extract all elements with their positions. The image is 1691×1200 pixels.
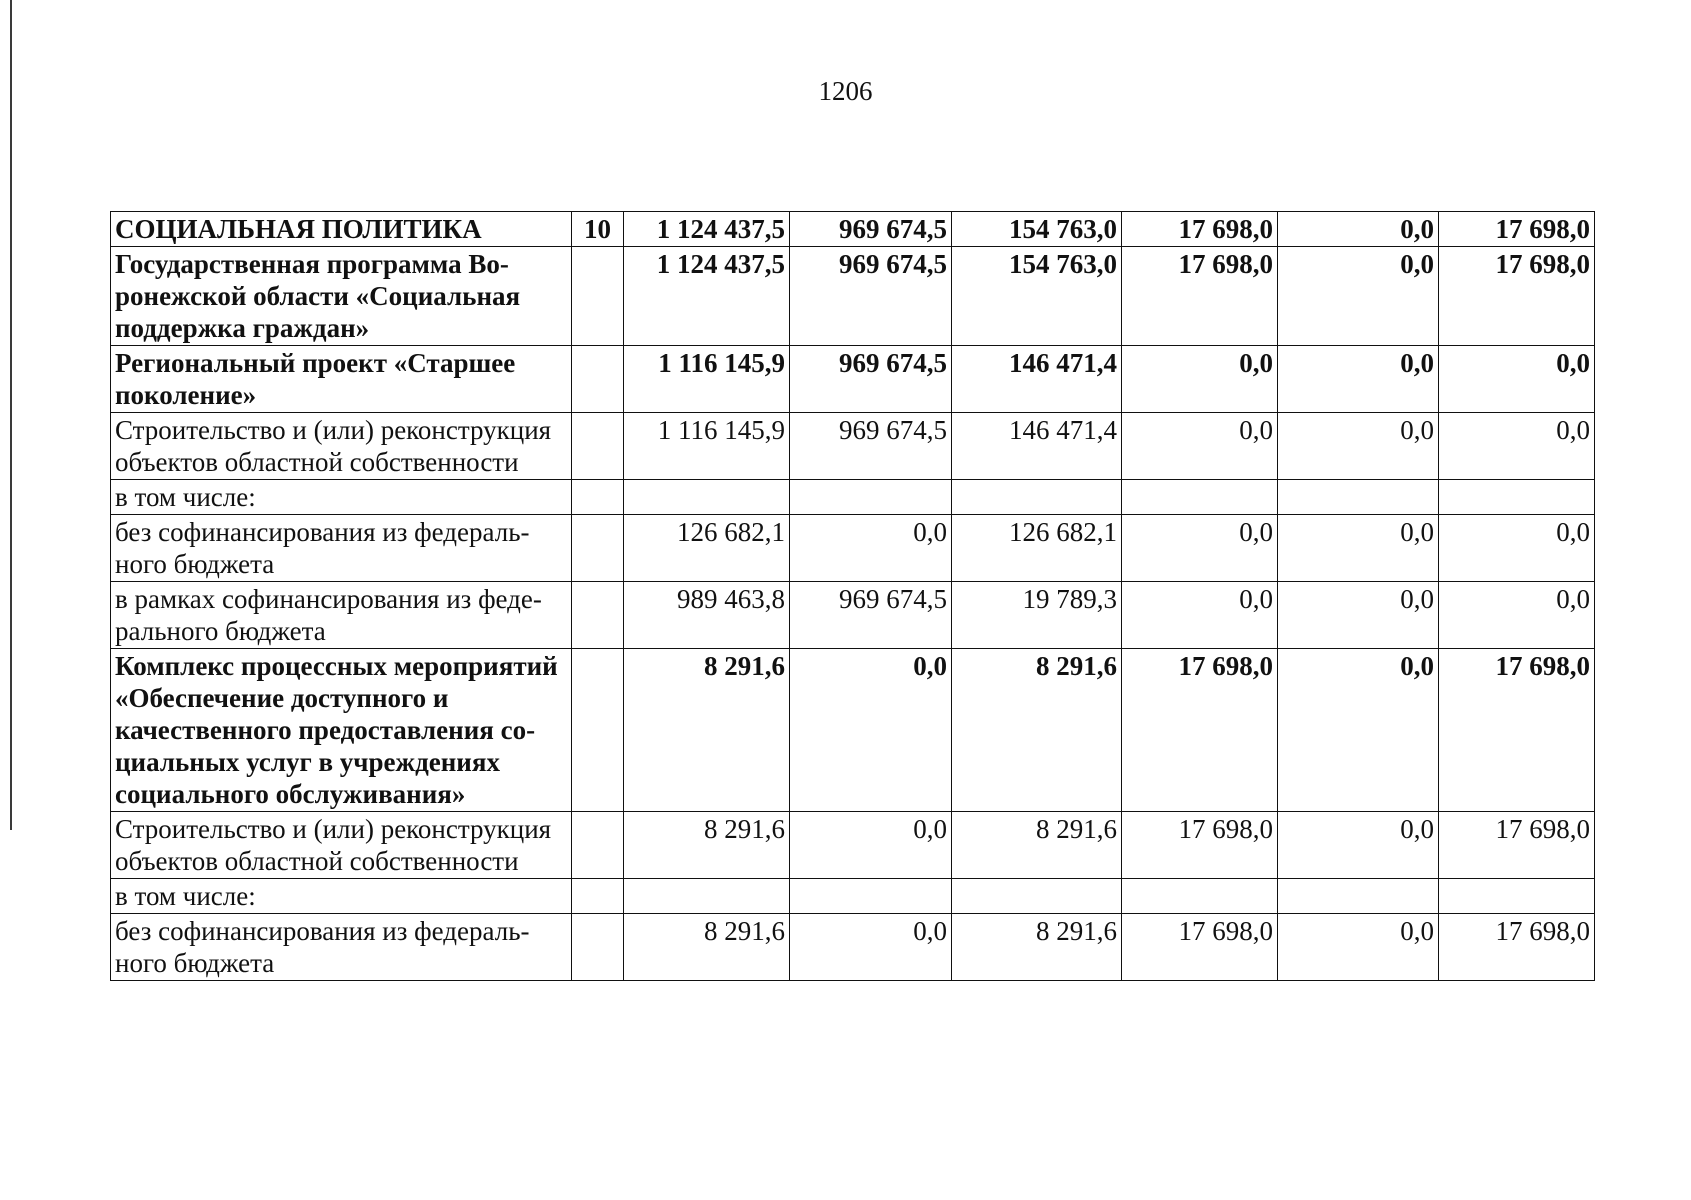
row-value-5-cell: 0,0 (1278, 582, 1439, 649)
row-value-5-cell (1278, 879, 1439, 914)
row-value-4-cell (1122, 480, 1278, 515)
row-name-cell: Строительство и (или) реконструкция объектов областной собственности (111, 812, 572, 879)
row-value-5-cell: 0,0 (1278, 413, 1439, 480)
row-value-1-cell: 989 463,8 (624, 582, 790, 649)
row-value-4-cell: 17 698,0 (1122, 212, 1278, 247)
row-value-2-cell: 969 674,5 (790, 346, 952, 413)
row-code-cell (572, 247, 624, 346)
table-row (111, 515, 1595, 582)
row-code-cell (572, 480, 624, 515)
row-value-5-cell: 0,0 (1278, 212, 1439, 247)
row-name-cell: Региональный проект «Старшее поколение» (111, 346, 572, 413)
row-value-3-cell: 8 291,6 (952, 649, 1122, 812)
row-value-1-cell: 8 291,6 (624, 914, 790, 981)
row-value-3-cell (952, 879, 1122, 914)
row-value-3-cell: 19 789,3 (952, 582, 1122, 649)
row-value-6-cell: 17 698,0 (1439, 914, 1595, 981)
row-code-cell: 10 (572, 212, 624, 247)
row-value-4-cell (1122, 879, 1278, 914)
row-name-cell: в том числе: (111, 480, 572, 515)
row-value-1-cell: 1 116 145,9 (624, 346, 790, 413)
row-name-cell: без софинансирования из федерального бюджета (111, 515, 572, 582)
row-value-3-cell (952, 480, 1122, 515)
row-value-5-cell: 0,0 (1278, 247, 1439, 346)
row-value-3-cell: 146 471,4 (952, 346, 1122, 413)
row-value-3-cell: 8 291,6 (952, 812, 1122, 879)
row-value-4-cell: 0,0 (1122, 582, 1278, 649)
row-value-6-cell (1439, 480, 1595, 515)
row-value-6-cell: 0,0 (1439, 346, 1595, 413)
page-number: 1206 (818, 76, 873, 106)
row-name-cell: Государственная программа Воронежской области «Социальная поддержка граждан» (111, 247, 572, 346)
row-name-cell: СОЦИАЛЬНАЯ ПОЛИТИКА (111, 212, 572, 247)
row-value-4-cell: 17 698,0 (1122, 649, 1278, 812)
row-value-4-cell: 0,0 (1122, 413, 1278, 480)
row-value-2-cell: 969 674,5 (790, 582, 952, 649)
row-value-4-cell: 17 698,0 (1122, 914, 1278, 981)
row-value-6-cell: 17 698,0 (1439, 649, 1595, 812)
table-row (111, 879, 1595, 914)
row-value-5-cell (1278, 480, 1439, 515)
table-row (111, 914, 1595, 981)
scan-left-edge-line (10, 0, 12, 830)
budget-table (110, 211, 1595, 981)
row-value-1-cell: 8 291,6 (624, 812, 790, 879)
table-row (111, 582, 1595, 649)
row-value-5-cell: 0,0 (1278, 649, 1439, 812)
row-value-1-cell: 1 124 437,5 (624, 247, 790, 346)
row-value-1-cell (624, 879, 790, 914)
row-value-6-cell: 0,0 (1439, 413, 1595, 480)
row-value-6-cell: 0,0 (1439, 582, 1595, 649)
row-value-3-cell: 154 763,0 (952, 247, 1122, 346)
row-value-2-cell: 0,0 (790, 812, 952, 879)
row-value-4-cell: 0,0 (1122, 346, 1278, 413)
row-value-4-cell: 0,0 (1122, 515, 1278, 582)
row-value-2-cell (790, 879, 952, 914)
row-code-cell (572, 346, 624, 413)
table-row (111, 812, 1595, 879)
row-value-1-cell: 126 682,1 (624, 515, 790, 582)
row-name-cell: без софинансирования из федерального бюджета (111, 914, 572, 981)
row-code-cell (572, 914, 624, 981)
table-row (111, 212, 1595, 247)
row-name-cell: в рамках софинансирования из федерального бюджета (111, 582, 572, 649)
row-value-2-cell: 0,0 (790, 649, 952, 812)
table-row (111, 346, 1595, 413)
row-value-3-cell: 126 682,1 (952, 515, 1122, 582)
row-value-6-cell: 17 698,0 (1439, 247, 1595, 346)
row-value-1-cell: 1 124 437,5 (624, 212, 790, 247)
row-code-cell (572, 413, 624, 480)
row-value-6-cell: 17 698,0 (1439, 212, 1595, 247)
row-value-2-cell (790, 480, 952, 515)
row-code-cell (572, 515, 624, 582)
table-row (111, 247, 1595, 346)
row-value-2-cell: 0,0 (790, 515, 952, 582)
row-value-3-cell: 154 763,0 (952, 212, 1122, 247)
table-row (111, 413, 1595, 480)
table-row (111, 480, 1595, 515)
row-value-6-cell (1439, 879, 1595, 914)
row-value-5-cell: 0,0 (1278, 914, 1439, 981)
row-code-cell (572, 582, 624, 649)
row-code-cell (572, 879, 624, 914)
row-value-4-cell: 17 698,0 (1122, 812, 1278, 879)
row-name-cell: в том числе: (111, 879, 572, 914)
budget-table-body (111, 212, 1595, 981)
row-value-6-cell: 0,0 (1439, 515, 1595, 582)
row-value-3-cell: 8 291,6 (952, 914, 1122, 981)
row-value-4-cell: 17 698,0 (1122, 247, 1278, 346)
row-value-5-cell: 0,0 (1278, 346, 1439, 413)
row-value-2-cell: 969 674,5 (790, 247, 952, 346)
row-value-1-cell: 8 291,6 (624, 649, 790, 812)
row-value-6-cell: 17 698,0 (1439, 812, 1595, 879)
row-value-5-cell: 0,0 (1278, 515, 1439, 582)
row-value-1-cell: 1 116 145,9 (624, 413, 790, 480)
row-value-2-cell: 969 674,5 (790, 212, 952, 247)
table-row (111, 649, 1595, 812)
row-value-3-cell: 146 471,4 (952, 413, 1122, 480)
row-code-cell (572, 812, 624, 879)
row-code-cell (572, 649, 624, 812)
row-value-1-cell (624, 480, 790, 515)
row-value-2-cell: 0,0 (790, 914, 952, 981)
row-value-5-cell: 0,0 (1278, 812, 1439, 879)
row-name-cell: Комплекс процессных мероприятий «Обеспечение доступного и качественного предоставления социальных услуг в учреждениях социального обслуживания» (111, 649, 572, 812)
row-value-2-cell: 969 674,5 (790, 413, 952, 480)
row-name-cell: Строительство и (или) реконструкция объектов областной собственности (111, 413, 572, 480)
